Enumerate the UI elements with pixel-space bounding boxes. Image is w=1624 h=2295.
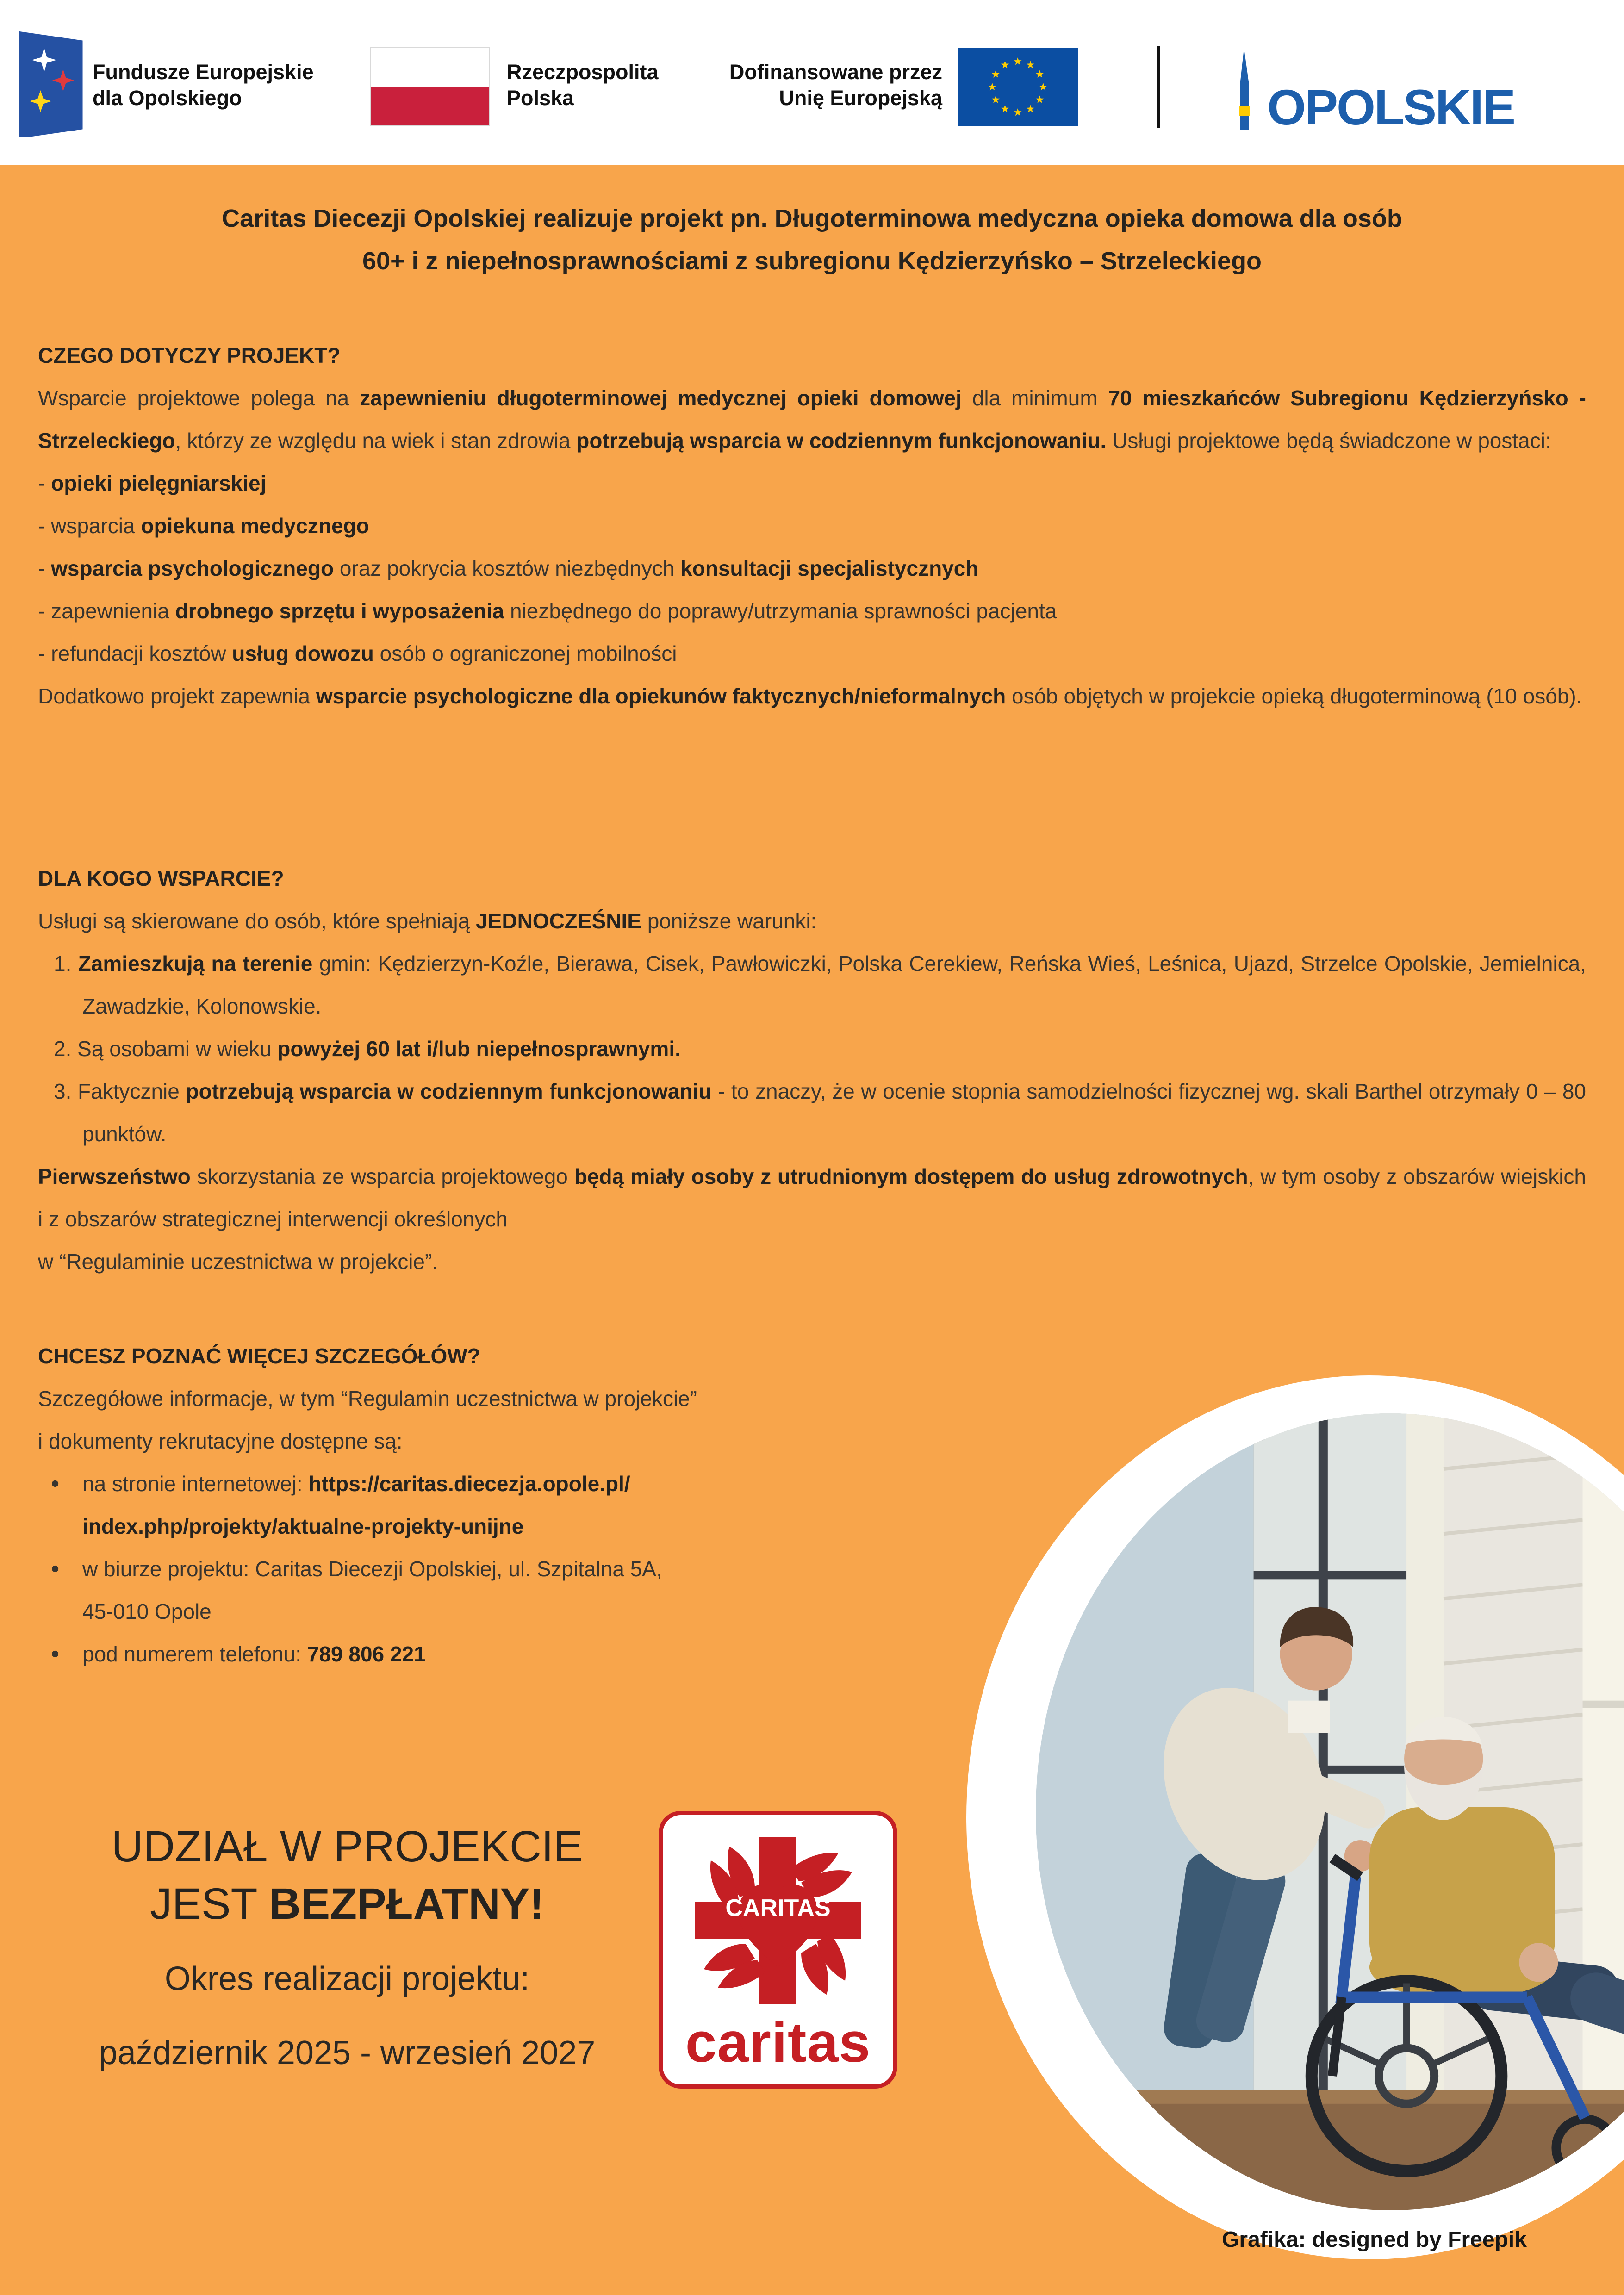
header-divider bbox=[1157, 46, 1160, 128]
opolskie-logo bbox=[1231, 46, 1515, 135]
period-line1: Okres realizacji projektu: bbox=[164, 1960, 530, 1997]
numbered-item: 3. Faktycznie potrzebują wsparcia w codziennym funkcjonowaniu - to znaczy, że w ocenie stopnia samodzielności fizycznej wg. skali Barthel otrzymały 0 – 80 punktów. bbox=[54, 1079, 1587, 1146]
caritas-wordmark: caritas bbox=[685, 2011, 871, 2074]
eu-funds-line2: dla Opolskiego bbox=[93, 86, 242, 110]
poland-line2: Polska bbox=[507, 86, 574, 110]
eu-funds-logo-text bbox=[93, 59, 314, 111]
poland-line1: Rzeczpospolita bbox=[507, 60, 659, 84]
list-item: - refundacji kosztów usług dowozu osób o ograniczonej mobilności bbox=[38, 641, 677, 665]
opolskie-spire-icon bbox=[1231, 48, 1259, 130]
numbered-item: 1. Zamieszkują na terenie gmin: Kędzierzyn-Koźle, Bierawa, Cisek, Pawłowiczki, Polska Cerekiew, Reńska Wieś, Leśnica, Ujazd, Strzelce Opolskie, Jemielnica, Zawadzkie, Kolonowskie. bbox=[54, 952, 1586, 1018]
section3-intro: Szczegółowe informacje, w tym “Regulamin uczestnictwa w projekcie” i dokumenty rekrutacyjne dostępne są: bbox=[38, 1387, 697, 1453]
photo-credit-caption: Grafika: designed by Freepik bbox=[1222, 2227, 1527, 2252]
section2-heading: DLA KOGO WSPARCIE? bbox=[38, 866, 284, 890]
poland-text bbox=[507, 59, 659, 111]
contact-office: • w biurze projektu: Caritas Diecezji Opolskiej, ul. Szpitalna 5A, 45-010 Opole bbox=[38, 1548, 815, 1633]
eu-flag-icon bbox=[958, 48, 1078, 126]
cofunded-text bbox=[671, 59, 942, 111]
caregiver-photo-illustration bbox=[1036, 1413, 1624, 2210]
project-period bbox=[28, 1942, 666, 2090]
section-what-is-project bbox=[38, 334, 1586, 717]
section2-outro: Pierwszeństwo skorzystania ze wsparcia projektowego będą miały osoby z utrudnionym dostępem do usług zdrowotnych, w tym osoby z obszarów wiejskich i z obszarów strategicznej interwencji określonych w “Regulaminie uczestnictwa w projekcie”. bbox=[38, 1164, 1586, 1274]
cofunded-line2: Unię Europejską bbox=[779, 86, 942, 110]
caritas-symbol-text: CARITAS bbox=[725, 1895, 831, 1922]
eu-funds-line1: Fundusze Europejskie bbox=[93, 60, 314, 84]
photo-frame-ellipse bbox=[966, 1375, 1624, 2259]
cofunded-line1: Dofinansowane przez bbox=[729, 60, 942, 84]
list-item: - zapewnienia drobnego sprzętu i wyposażenia niezbędnego do poprawy/utrzymania sprawności pacjenta bbox=[38, 599, 1057, 623]
free-line2: JEST BEZPŁATNY! bbox=[150, 1879, 544, 1928]
contact-phone: • pod numerem telefonu: 789 806 221 bbox=[38, 1633, 815, 1675]
section2-intro: Usługi są skierowane do osób, które spełniają JEDNOCZEŚNIE poniższe warunki: bbox=[38, 909, 817, 933]
eu-funds-logo-icon bbox=[19, 29, 83, 137]
opolskie-wordmark: OPOLSKIE bbox=[1267, 79, 1515, 135]
section3-heading: CHCESZ POZNAĆ WIĘCEJ SZCZEGÓŁÓW? bbox=[38, 1344, 480, 1368]
list-item: - wsparcia psychologicznego oraz pokrycia kosztów niezbędnych konsultacji specjalistycznych bbox=[38, 556, 979, 580]
section1-intro: Wsparcie projektowe polega na zapewnieniu długoterminowej medycznej opieki domowej dla minimum 70 mieszkańców Subregionu Kędzierzyńsko - Strzeleckiego, którzy ze względu na wiek i stan zdrowia potrzebują wsparcia w codziennym funkcjonowaniu. Usługi projektowe będą świadczone w postaci: bbox=[38, 386, 1586, 453]
numbered-item: 2. Są osobami w wieku powyżej 60 lat i/lub niepełnosprawnymi. bbox=[54, 1037, 681, 1061]
list-item: - opieki pielęgniarskiej bbox=[38, 471, 267, 495]
section1-outro: Dodatkowo projekt zapewnia wsparcie psychologiczne dla opiekunów faktycznych/nieformalnych osób objętych w projekcie opieką długoterminową (10 osób). bbox=[38, 684, 1582, 708]
free-line1: UDZIAŁ W PROJEKCIE bbox=[111, 1822, 583, 1871]
caritas-logo bbox=[659, 1811, 897, 2089]
free-participation-banner bbox=[56, 1818, 639, 1933]
logos-header-bar bbox=[0, 0, 1624, 165]
poster-title: Caritas Diecezji Opolskiej realizuje projekt pn. Długoterminowa medyczna opieka domowa dla osób 60+ i z niepełnosprawnościami z subregionu Kędzierzyńsko – Strzeleckiego bbox=[222, 205, 1402, 275]
caritas-cross-icon bbox=[685, 1828, 871, 2013]
contact-website: • na stronie internetowej: https://caritas.diecezja.opole.pl/ index.php/projekty/aktualne-projekty-unijne bbox=[38, 1462, 815, 1548]
section-more-details bbox=[38, 1335, 815, 1675]
list-item: - wsparcia opiekuna medycznego bbox=[38, 514, 369, 538]
period-line2: październik 2025 - wrzesień 2027 bbox=[99, 2034, 596, 2071]
section-who-is-support-for bbox=[38, 857, 1586, 1283]
section1-heading: CZEGO DOTYCZY PROJEKT? bbox=[38, 343, 341, 367]
caregiver-photo bbox=[1036, 1413, 1624, 2210]
poland-flag-icon bbox=[370, 47, 490, 126]
